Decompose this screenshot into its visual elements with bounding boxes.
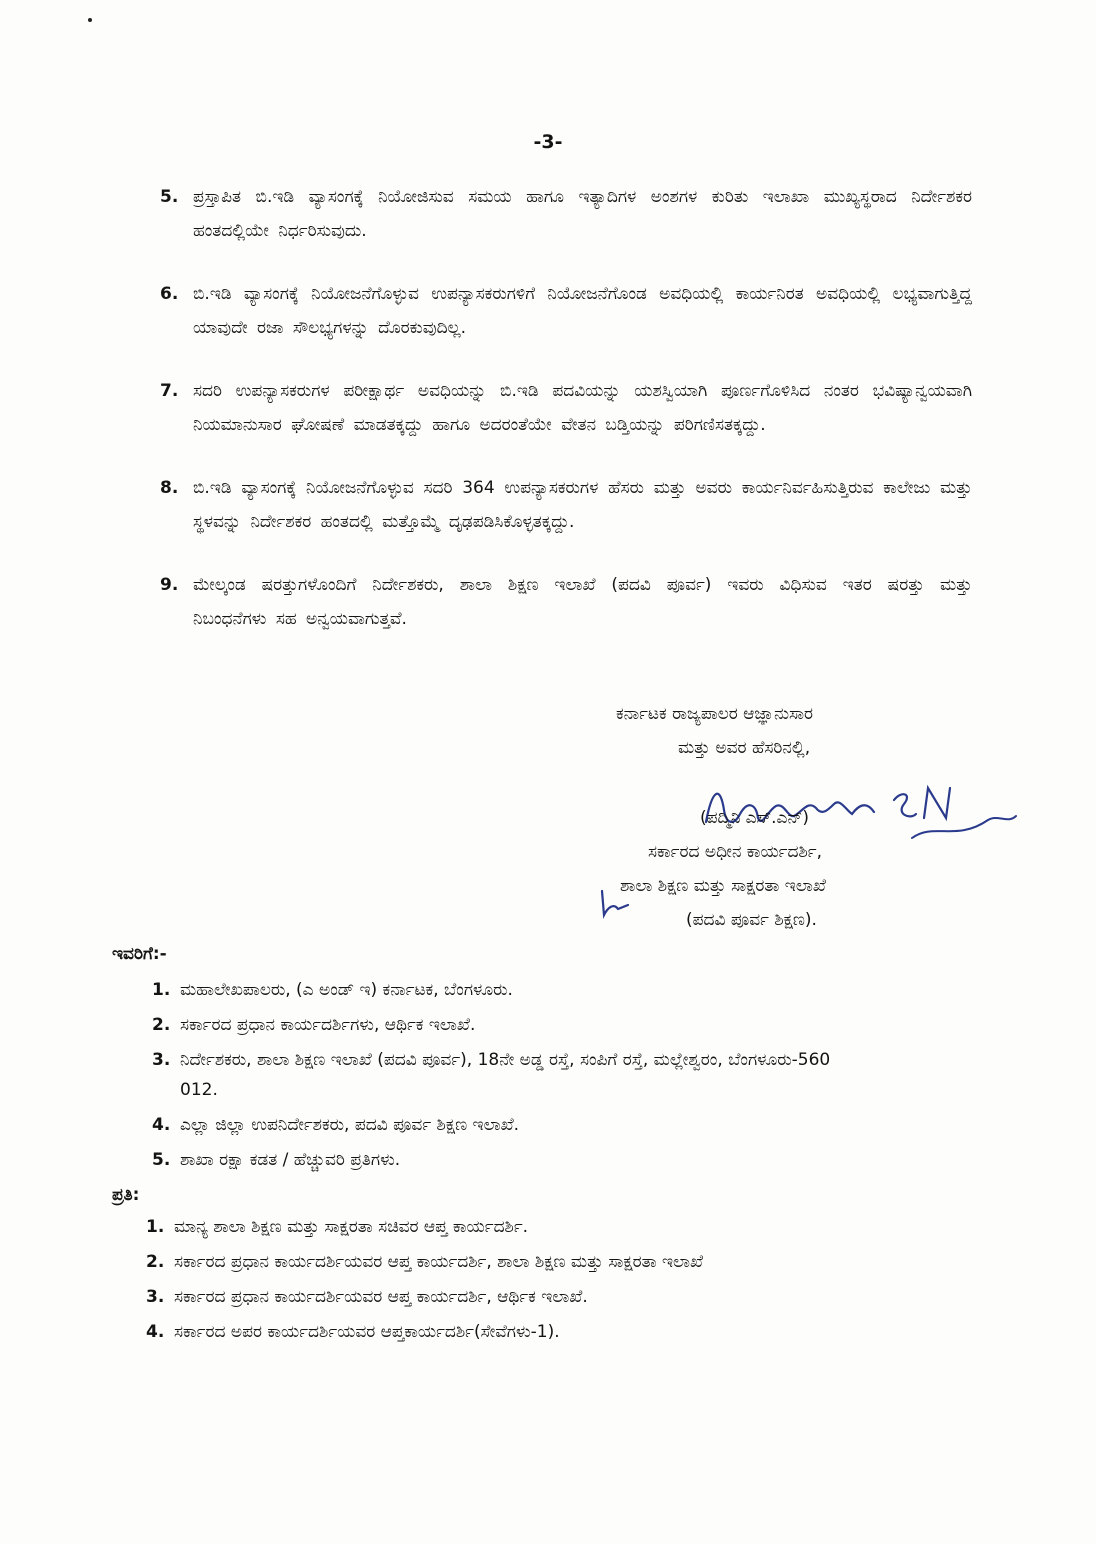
list-number: 1.	[146, 1217, 165, 1237]
list-text: ಸರ್ಕಾರದ ಪ್ರಧಾನ ಕಾರ್ಯದರ್ಶಿಯವರ ಆಪ್ತ ಕಾರ್ಯದರ್ಶಿ, ಆರ್ಥಿಕ ಇಲಾಖೆ.	[174, 1287, 588, 1307]
list-text: ಸರ್ಕಾರದ ಪ್ರಧಾನ ಕಾರ್ಯದರ್ಶಿಯವರ ಆಪ್ತ ಕಾರ್ಯದರ್ಶಿ, ಶಾಲಾ ಶಿಕ್ಷಣ ಮತ್ತು ಸಾಕ್ಷರತಾ ಇಲಾಖೆ	[174, 1252, 704, 1272]
recipients-list	[152, 975, 872, 1180]
condition-number: 6.	[160, 284, 179, 304]
list-item	[146, 1247, 886, 1277]
list-number: 4.	[152, 1115, 171, 1135]
list-number: 5.	[152, 1150, 171, 1170]
condition-text: ಬಿ.ಇಡಿ ವ್ಯಾಸಂಗಕ್ಕೆ ನಿಯೋಜನೆಗೊಳ್ಳುವ ಸದರಿ 364 ಉಪನ್ಯಾಸಕರುಗಳ ಹೆಸರು ಮತ್ತು ಅವರು ಕಾರ್ಯನಿರ್ವಹಿಸುತ್ತಿರುವ ಕಾಲೇಜು ಮತ್ತು ಸ್ಥಳವನ್ನು ನಿರ್ದೇಶಕರ ಹಂತದಲ್ಲಿ ಮತ್ತೊಮ್ಮೆ ದೃಢಪಡಿಸಿಕೊಳ್ಳತಕ್ಕದ್ದು.	[193, 478, 972, 532]
signatory-designation: ಸರ್ಕಾರದ ಅಧೀನ ಕಾರ್ಯದರ್ಶಿ,	[648, 842, 822, 862]
condition-text: ಪ್ರಸ್ತಾಪಿತ ಬಿ.ಇಡಿ ವ್ಯಾಸಂಗಕ್ಕೆ ನಿಯೋಜಿಸುವ ಸಮಯ ಹಾಗೂ ಇತ್ಯಾದಿಗಳ ಅಂಶಗಳ ಕುರಿತು ಇಲಾಖಾ ಮುಖ್ಯಸ್ಥರಾದ ನಿರ್ದೇಶಕರ ಹಂತದಲ್ಲಿಯೇ ನಿರ್ಧರಿಸುವುದು.	[193, 187, 972, 241]
authority-line: ಕರ್ನಾಟಕ ರಾಜ್ಯಪಾಲರ ಆಜ್ಞಾನುಸಾರ	[616, 704, 814, 724]
copies-label: ಪ್ರತಿ:	[112, 1185, 140, 1205]
list-number: 2.	[146, 1252, 165, 1272]
scan-dot	[88, 18, 92, 22]
list-text: ಮಹಾಲೇಖಪಾಲರು, (ಎ ಅಂಡ್ ಇ) ಕರ್ನಾಟಕ, ಬೆಂಗಳೂರು.	[180, 980, 513, 1000]
condition-text: ಮೇಲ್ಕಂಡ ಷರತ್ತುಗಳೊಂದಿಗೆ ನಿರ್ದೇಶಕರು, ಶಾಲಾ ಶಿಕ್ಷಣ ಇಲಾಖೆ (ಪದವಿ ಪೂರ್ವ) ಇವರು ವಿಧಿಸುವ ಇತರ ಷರತ್ತು ಮತ್ತು ನಿಬಂಧನೆಗಳು ಸಹ ಅನ್ವಯವಾಗುತ್ತವೆ.	[193, 575, 972, 629]
condition-number: 9.	[160, 575, 179, 595]
list-number: 3.	[146, 1287, 165, 1307]
signatory-department-2: (ಪದವಿ ಪೂರ್ವ ಶಿಕ್ಷಣ).	[686, 910, 817, 930]
list-item	[152, 1110, 872, 1140]
condition-number: 8.	[160, 478, 179, 498]
list-item	[152, 975, 872, 1005]
list-text: ಸರ್ಕಾರದ ಅಪರ ಕಾರ್ಯದರ್ಶಿಯವರ ಆಪ್ತಕಾರ್ಯದರ್ಶಿ(ಸೇವೆಗಳು-1).	[174, 1322, 560, 1342]
list-number: 2.	[152, 1015, 171, 1035]
list-item	[146, 1212, 886, 1242]
list-number: 1.	[152, 980, 171, 1000]
condition-item	[160, 471, 972, 539]
list-text: ಮಾನ್ಯ ಶಾಲಾ ಶಿಕ್ಷಣ ಮತ್ತು ಸಾಕ್ಷರತಾ ಸಚಿವರ ಆಪ್ತ ಕಾರ್ಯದರ್ಶಿ.	[174, 1217, 529, 1237]
condition-item	[160, 180, 972, 248]
list-item	[152, 1145, 872, 1175]
copies-list	[146, 1212, 886, 1352]
list-item	[152, 1010, 872, 1040]
signatory-name: (ಪದ್ಮಿನಿ ಎಸ್.ಎನ್)	[700, 808, 810, 828]
condition-item	[160, 568, 972, 636]
condition-item	[160, 277, 972, 345]
list-number: 3.	[152, 1050, 171, 1070]
signatory-department: ಶಾಲಾ ಶಿಕ್ಷಣ ಮತ್ತು ಸಾಕ್ಷರತಾ ಇಲಾಖೆ	[620, 876, 826, 896]
authority-line-2: ಮತ್ತು ಅವರ ಹೆಸರಿನಲ್ಲಿ,	[678, 738, 811, 758]
list-text: ಶಾಖಾ ರಕ್ಷಾ ಕಡತ / ಹೆಚ್ಚುವರಿ ಪ್ರತಿಗಳು.	[180, 1150, 401, 1170]
list-item	[146, 1317, 886, 1347]
condition-item	[160, 374, 972, 442]
list-number: 4.	[146, 1322, 165, 1342]
list-text: ಎಲ್ಲಾ ಜಿಲ್ಲಾ ಉಪನಿರ್ದೇಶಕರು, ಪದವಿ ಪೂರ್ವ ಶಿಕ್ಷಣ ಇಲಾಖೆ.	[180, 1115, 520, 1135]
condition-number: 5.	[160, 187, 179, 207]
list-item	[146, 1282, 886, 1312]
list-text: ಸರ್ಕಾರದ ಪ್ರಧಾನ ಕಾರ್ಯದರ್ಶಿಗಳು, ಆರ್ಥಿಕ ಇಲಾಖೆ.	[180, 1015, 476, 1035]
list-text: ನಿರ್ದೇಶಕರು, ಶಾಲಾ ಶಿಕ್ಷಣ ಇಲಾಖೆ (ಪದವಿ ಪೂರ್ವ), 18ನೇ ಅಡ್ಡ ರಸ್ತೆ, ಸಂಪಿಗೆ ರಸ್ತೆ, ಮಲ್ಲೇಶ್ವರಂ, ಬೆಂಗಳೂರು-560 012.	[180, 1050, 831, 1100]
list-item	[152, 1045, 872, 1105]
condition-text: ಬಿ.ಇಡಿ ವ್ಯಾಸಂಗಕ್ಕೆ ನಿಯೋಜನೆಗೊಳ್ಳುವ ಉಪನ್ಯಾಸಕರುಗಳಿಗೆ ನಿಯೋಜನೆಗೊಂಡ ಅವಧಿಯಲ್ಲಿ ಕಾರ್ಯನಿರತ ಅವಧಿಯಲ್ಲಿ ಲಭ್ಯವಾಗುತ್ತಿದ್ದ ಯಾವುದೇ ರಜಾ ಸೌಲಭ್ಯಗಳನ್ನು ದೊರಕುವುದಿಲ್ಲ.	[193, 284, 972, 338]
page-number: -3-	[533, 131, 563, 153]
conditions-list	[160, 180, 972, 665]
condition-text: ಸದರಿ ಉಪನ್ಯಾಸಕರುಗಳ ಪರೀಕ್ಷಾರ್ಥ ಅವಧಿಯನ್ನು ಬಿ.ಇಡಿ ಪದವಿಯನ್ನು ಯಶಸ್ವಿಯಾಗಿ ಪೂರ್ಣಗೊಳಿಸಿದ ನಂತರ ಭವಿಷ್ಯಾನ್ವಯವಾಗಿ ನಿಯಮಾನುಸಾರ ಘೋಷಣೆ ಮಾಡತಕ್ಕದ್ದು ಹಾಗೂ ಅದರಂತೆಯೇ ವೇತನ ಬಡ್ತಿಯನ್ನು ಪರಿಗಣಿಸತಕ್ಕದ್ದು.	[193, 381, 972, 435]
condition-number: 7.	[160, 381, 179, 401]
handwritten-signature	[698, 770, 1018, 840]
recipients-label: ಇವರಿಗೆ:-	[112, 944, 167, 964]
